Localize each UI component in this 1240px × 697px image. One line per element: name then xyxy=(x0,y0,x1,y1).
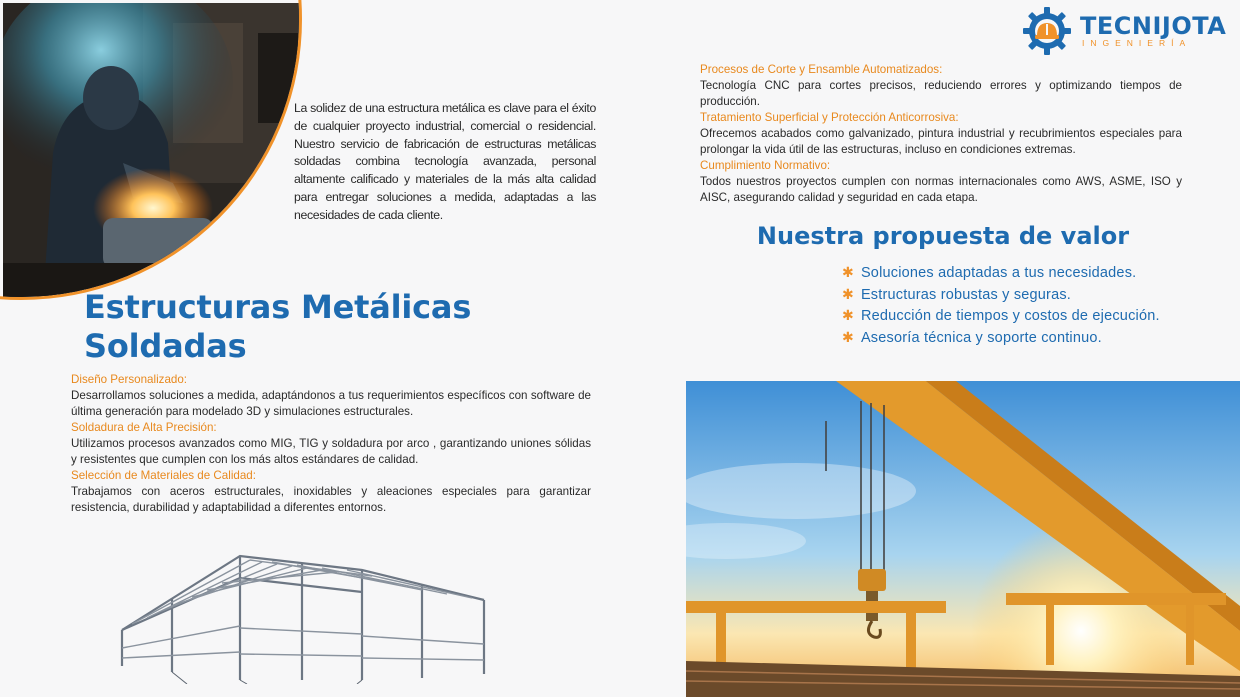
feature-title: Tratamiento Superficial y Protección Anticorrosiva: xyxy=(700,111,959,124)
page-title-line2: Soldadas xyxy=(84,327,247,365)
welder-photo xyxy=(0,0,302,300)
page-title xyxy=(84,288,644,366)
value-item xyxy=(842,262,1160,284)
value-item-text: Soluciones adaptadas a tus necesidades. xyxy=(860,265,1137,281)
star-icon: ✱ xyxy=(842,328,854,345)
star-icon: ✱ xyxy=(842,307,854,324)
steel-frame-illustration xyxy=(112,548,488,684)
feature-title: Procesos de Corte y Ensamble Automatizados: xyxy=(700,63,943,76)
star-icon: ✱ xyxy=(842,285,854,302)
feature-text: Trabajamos con aceros estructurales, inoxidables y aleaciones especiales para garantizar resistencia, durabilidad y adaptabilidad a diferentes entornos. xyxy=(71,485,591,514)
gear-helmet-icon xyxy=(1022,6,1072,56)
star-icon: ✱ xyxy=(842,264,854,280)
value-item xyxy=(842,284,1160,306)
value-item-text: Reducción de tiempos y costos de ejecución. xyxy=(860,308,1160,325)
gantry-crane-photo xyxy=(686,381,1240,697)
value-title: Nuestra propuesta de valor xyxy=(756,222,1130,250)
value-item xyxy=(842,305,1160,327)
value-list xyxy=(842,262,1160,348)
feature-text: Tecnología CNC para cortes precisos, reduciendo errores y optimizando tiempos de producción. xyxy=(700,79,1182,108)
feature-title: Selección de Materiales de Calidad: xyxy=(71,469,256,482)
feature-title: Diseño Personalizado: xyxy=(71,373,188,386)
features-left xyxy=(71,372,591,516)
page-title-line1: Estructuras Metálicas xyxy=(84,288,472,326)
value-item-text: Asesoría técnica y soporte continuo. xyxy=(860,329,1102,346)
feature-title: Cumplimiento Normativo: xyxy=(700,159,831,172)
intro-paragraph: La solidez de una estructura metálica es clave para el éxito de cualquier proyecto industrial, comercial o residencial. Nuestro servicio de fabricación de estructuras metálicas soldadas combina tecnología avanzada, personal altamente calificado y materiales de la más alta calidad para entregar soluciones a medida, adaptadas a las necesidades de cada cliente. xyxy=(294,101,596,222)
company-logo xyxy=(1022,6,1227,54)
feature-text: Todos nuestros proyectos cumplen con normas internacionales como AWS, ASME, ISO y AISC, asegurando calidad y seguridad en cada etapa. xyxy=(700,175,1182,204)
feature-title: Soldadura de Alta Precisión: xyxy=(71,421,217,434)
value-item-text: Estructuras robustas y seguras. xyxy=(860,286,1072,303)
logo-subtitle: INGENIERÍA xyxy=(1082,38,1192,48)
features-right xyxy=(700,62,1182,206)
value-item xyxy=(842,327,1160,349)
feature-text: Desarrollamos soluciones a medida, adaptándonos a tus requerimientos específicos con software de última generación para modelado 3D y simulaciones estructurales. xyxy=(71,389,591,418)
logo-name: TECNIJOTA xyxy=(1080,12,1227,40)
feature-text: Ofrecemos acabados como galvanizado, pintura industrial y recubrimientos especiales para prolongar la vida útil de las estructuras, incluso en condiciones extremas. xyxy=(700,127,1182,156)
feature-text: Utilizamos procesos avanzados como MIG, TIG y soldadura por arco , garantizando uniones sólidas y resistentes que cumplen con los más altos estándares de calidad. xyxy=(71,437,591,466)
